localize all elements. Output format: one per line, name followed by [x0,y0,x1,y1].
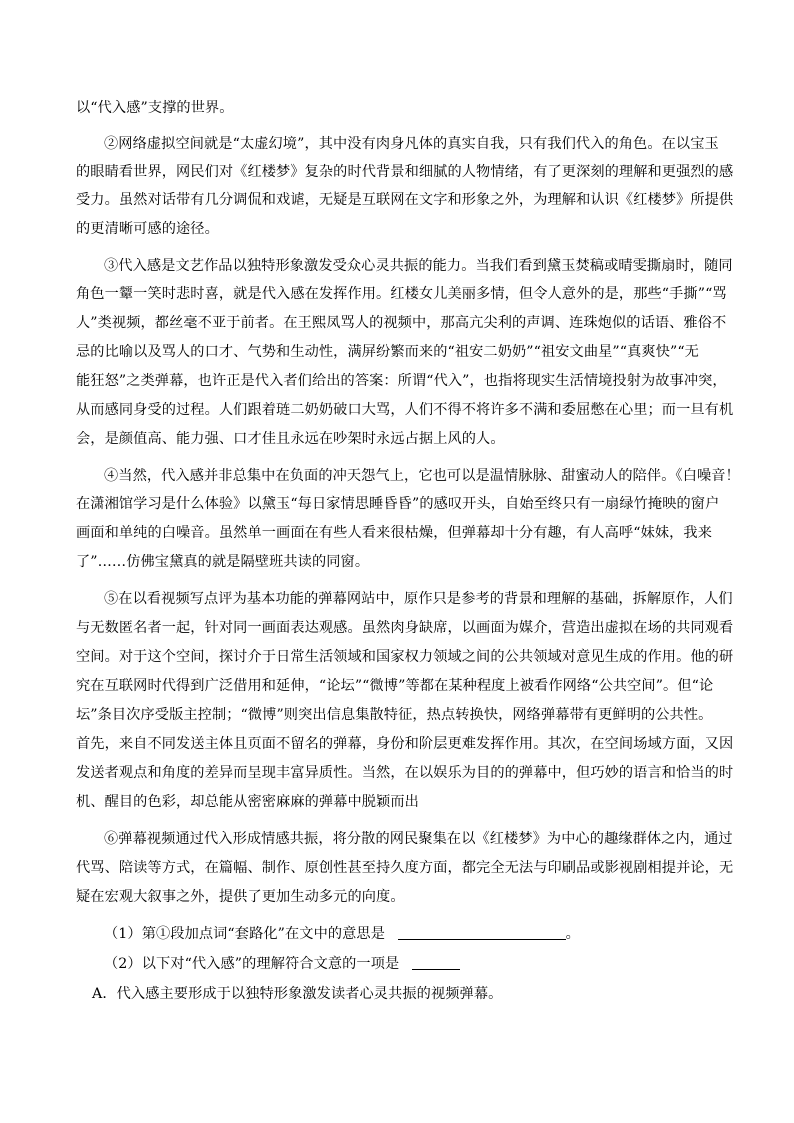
paragraph-line: 空间。对于这个空间，探讨介于日常生活领域和国家权力领域之间的公共领域对意见生成的作用。他的研 [76,649,734,665]
paragraph-line: 人”类视频，都丝毫不亚于前者。在王熙凤骂人的视频中，那高亢尖利的声调、连珠炮似的话语、雅俗不 [76,315,727,331]
paragraph-line: 代骂、陪读等方式，在篇幅、制作、原创性甚至持久度方面，都完全无法与印刷品或影视剧相提并论，无 [76,860,734,876]
question-1-end: 。 [565,926,580,942]
paragraph-line: 的更清晰可感的途径。 [76,221,219,237]
paragraph-line: 在潇湘馆学习是什么体验》以黛玉“每日家情思睡昏昏”的感叹开头，自始至终只有一扇绿竹掩映的窗户 [76,496,720,512]
paragraph-line: 究在互联网时代得到广泛借用和延伸，“论坛”“微博”等都在某种程度上被看作网络“公共空间”。但“论 [76,678,714,694]
paragraph-5-start: ⑤在以看视频写点评为基本功能的弹幕网站中，原作只是参考的背景和理解的基础，拆解原作，人们 [104,591,733,607]
paragraph-line: 首先，来自不同发送主体且页面不留名的弹幕，身份和阶层更难发挥作用。其次，在空间场域方面，又因 [76,736,734,752]
question-1 [104,924,580,944]
paragraph-line: 角色一颦一笑时悲时喜，就是代入感在发挥作用。红楼女儿美丽多情，但令人意外的是，那些“手撕”“骂 [76,286,727,302]
option-a: A．代入感主要形成于以独特形象激发读者心灵共振的视频弹幕。 [92,986,503,1002]
paragraph-line: 机、醒目的色彩，却总能从密密麻麻的弹幕中脱颖而出 [76,794,419,810]
paragraph-2-start: ②网络虚拟空间就是“太虚幻境”，其中没有肉身凡体的真实自我，只有我们代入的角色。在以宝玉 [104,136,719,152]
paragraph-line: 与无数匿名者一起，针对同一画面表达观感。虽然肉身缺席，以画面为媒介，营造出虚拟在场的共同观看 [76,620,734,636]
paragraph-3-start: ③代入感是文艺作品以独特形象激发受众心灵共振的能力。当我们看到黛玉焚稿或晴雯撕扇时，随同 [104,258,733,274]
paragraph-line: 了”……仿佛宝黛真的就是隔壁班共读的同窗。 [76,554,370,570]
paragraph-line: 会，是颜值高、能力强、口才佳且永远在吵架时永远占据上风的人。 [76,431,505,447]
paragraph-line: 从而感同身受的过程。人们跟着琏二奶奶破口大骂，人们不得不将许多不满和委屈憋在心里；而一旦有机 [76,402,734,418]
question-2 [104,954,460,974]
question-2-text: （2）以下对“代入感”的理解符合文意的一项是 [104,956,400,972]
paragraph-6-start: ⑥弹幕视频通过代入形成情感共振，将分散的网民聚集在以《红楼梦》为中心的趣缘群体之内，通过 [104,831,733,847]
paragraph-line: 的眼睛看世界，网民们对《红楼梦》复杂的时代背景和细腻的人物情绪，有了更深刻的理解和更强烈的感 [76,164,734,180]
paragraph-line: 画面和单纯的白噪音。虽然单一画面在有些人看来很枯燥，但弹幕却十分有趣，有人高呼“妹妹，我来 [76,525,713,541]
answer-blank-1[interactable] [398,925,566,940]
question-1-text: （1）第①段加点词“套路化”在文中的意思是 [104,926,386,942]
paragraph-4-start: ④当然，代入感并非总集中在负面的冲天怨气上，它也可以是温情脉脉、甜蜜动人的陪伴。《白噪音！ [104,468,740,484]
paragraph-line: 疑在宏观大叙事之外，提供了更加生动多元的向度。 [76,889,405,905]
answer-blank-2[interactable] [412,955,460,970]
paragraph-line: 以“代入感”支撑的世界。 [76,100,234,116]
paragraph-line: 发送者观点和角度的差异而呈现丰富异质性。当然，在以娱乐为目的的弹幕中，但巧妙的语言和恰当的时 [76,765,734,781]
paragraph-line: 坛”条目次序受版主控制；“微博”则突出信息集散特征，热点转换快，网络弹幕带有更鲜明的公共性。 [76,707,713,723]
paragraph-line: 忌的比喻以及骂人的口才、气势和生动性，满屏纷繁而来的“祖安二奶奶”“祖安文曲星”“真爽快”“无 [76,344,699,360]
paragraph-line: 受力。虽然对话带有几分调侃和戏谑，无疑是互联网在文字和形象之外，为理解和认识《红楼梦》所提供 [76,192,734,208]
paragraph-line: 能狂怒”之类弹幕，也许正是代入者们给出的答案：所谓“代入”，也指将现实生活情境投射为故事冲突， [76,373,727,389]
